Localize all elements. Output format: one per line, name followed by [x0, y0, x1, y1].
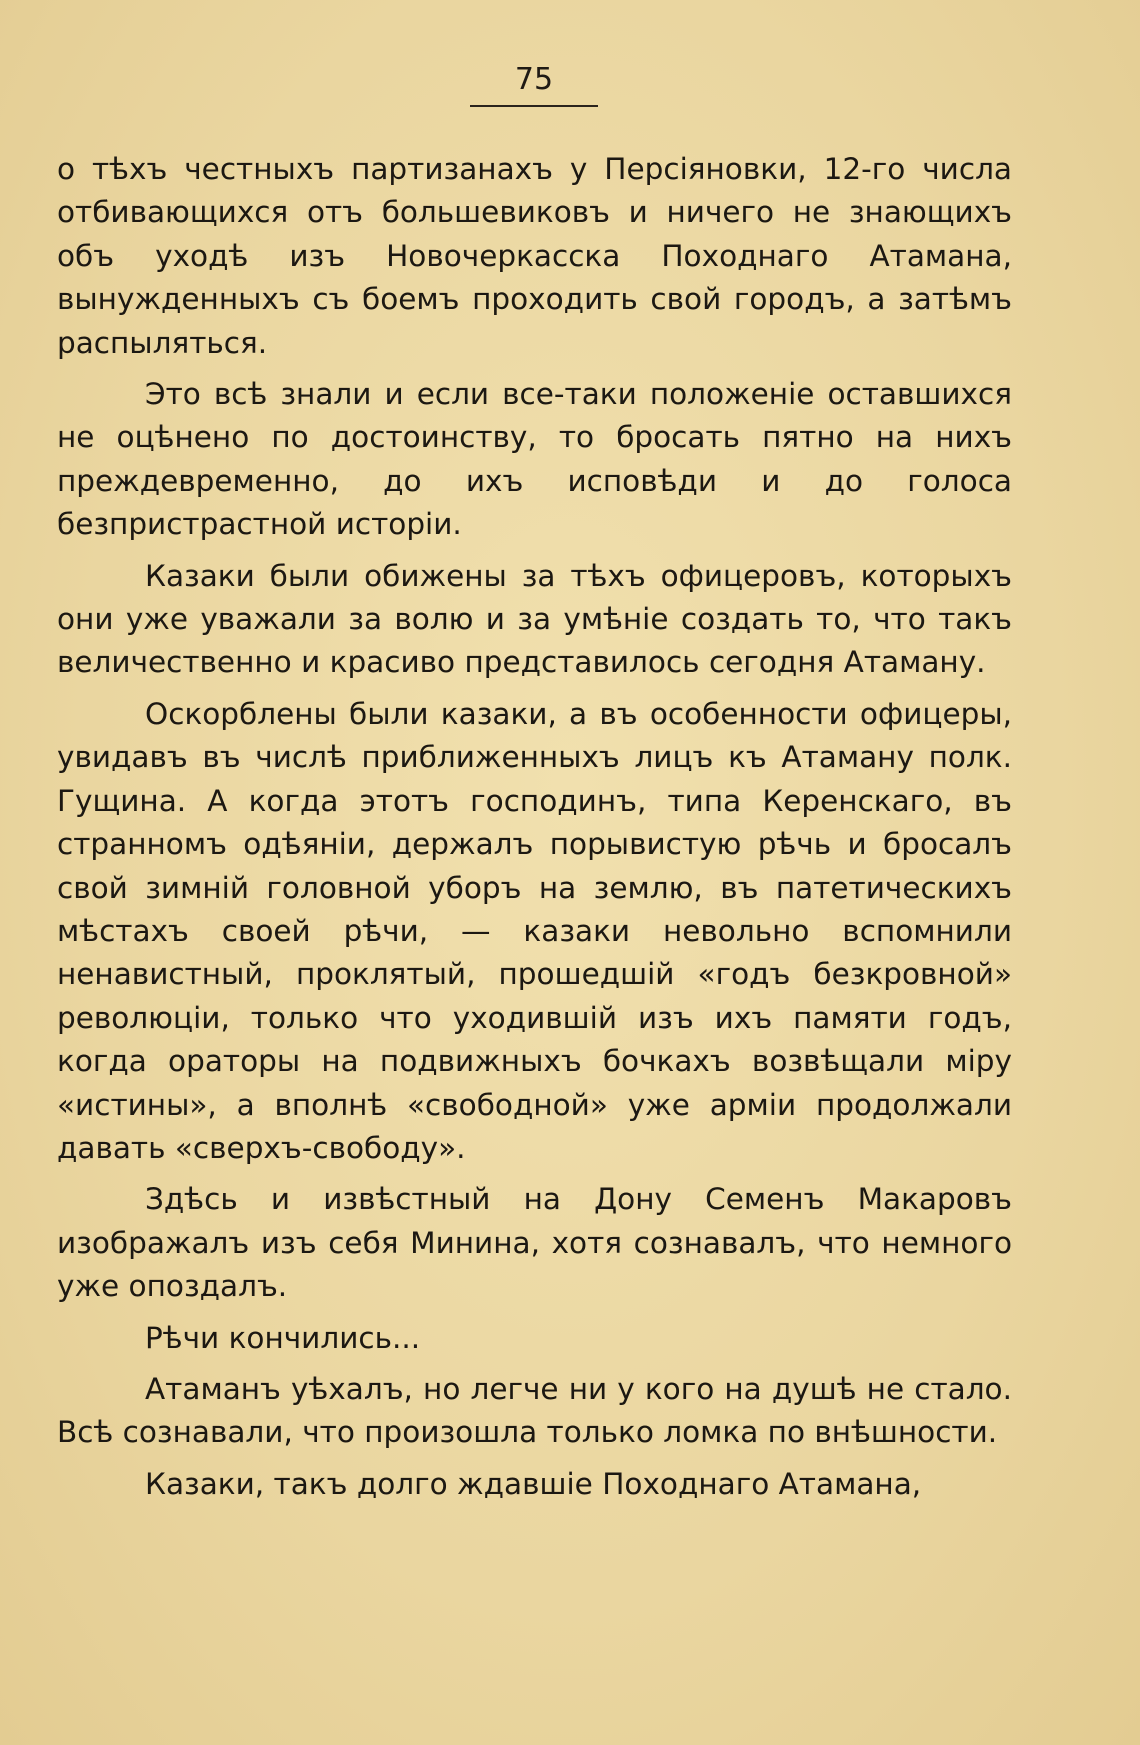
paragraph-1: о тѣхъ честныхъ партизанахъ у Персіяновки, 12-го числа отбивающихся отъ большевиковъ и ничего не знающихъ объ уходѣ изъ Новочеркасска Походнаго Атамана, вынужденныхъ съ боемъ проходить свой городъ, а затѣмъ распыляться.: [57, 152, 1012, 360]
page-body-text: [57, 148, 1012, 1506]
paragraph-8: Казаки, такъ долго ждавшіе Походнаго Атамана,: [145, 1466, 922, 1501]
paragraph-7: Атаманъ уѣхалъ, но легче ни у кого на душѣ не стало. Всѣ сознавали, что произошла только ломка по внѣшности.: [57, 1371, 1012, 1450]
paragraph-3: Казаки были обижены за тѣхъ офицеровъ, которыхъ они уже уважали за волю и за умѣніе создать то, что такъ величественно и красиво представилось сегодня Атаману.: [57, 558, 1012, 680]
paragraph-2: Это всѣ знали и если все-таки положеніе оставшихся не оцѣнено по достоинству, то бросать пятно на нихъ преждевременно, до ихъ исповѣди и до голоса безпристрастной исторіи.: [57, 377, 1012, 542]
paragraph-6: Рѣчи кончились...: [145, 1320, 421, 1355]
page-number-rule: [470, 105, 598, 107]
paragraph-4: Оскорблены были казаки, а въ особенности офицеры, увидавъ въ числѣ приближенныхъ лицъ къ Атаману полк. Гущина. А когда этотъ господинъ, типа Керенскаго, въ странномъ одѣяніи, держалъ порывистую рѣчь и бросалъ свой зимній головной уборъ на землю, въ патетическихъ мѣстахъ своей рѣчи, — казаки невольно вспомнили ненавистный, проклятый, прошедшій «годъ безкровной» революціи, только что уходившій изъ ихъ памяти годъ, когда ораторы на подвижныхъ бочкахъ возвѣщали міру «истины», а вполнѣ «свободной» уже арміи продолжали давать «сверхъ-свободу».: [57, 696, 1012, 1165]
paragraph-5: Здѣсь и извѣстный на Дону Семенъ Макаровъ изображалъ изъ себя Минина, хотя сознавалъ, что немного уже опоздалъ.: [57, 1182, 1012, 1304]
page-number: 75: [514, 62, 554, 97]
